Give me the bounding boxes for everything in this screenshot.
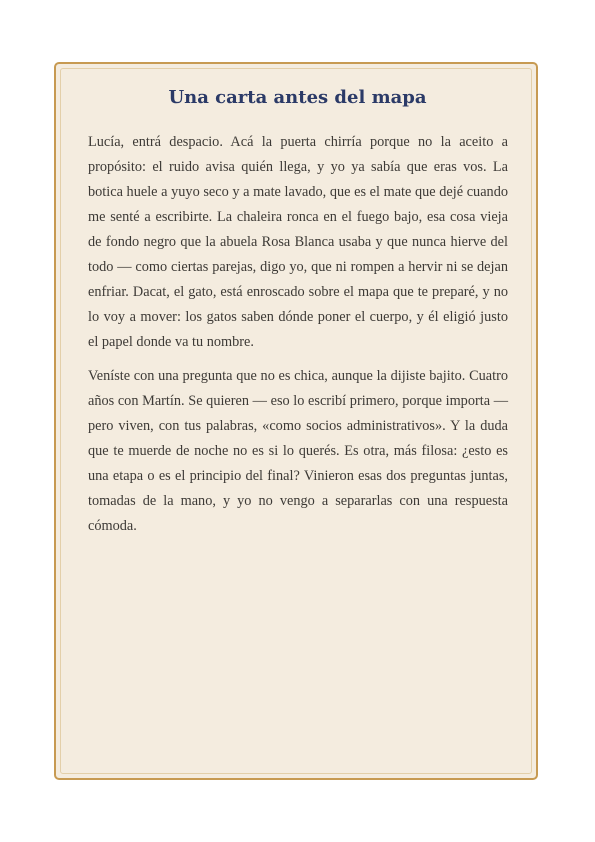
page-title: Una carta antes del mapa xyxy=(168,87,427,108)
letter-body xyxy=(88,130,508,548)
paragraph: Veníste con una pregunta que no es chica, aunque la dijiste bajito. Cuatro años con Martín. Se quieren — eso lo escribí primero, porque importa — pero viven, con tus palabras, «como socios administrativos». Y la duda que te muerde de noche no es si lo querés. Es otra, más filosa: ¿esto es una etapa o es el principio del final? Vinieron esas dos preguntas juntas, tomadas de la mano, y yo no vengo a separarlas con una respuesta cómoda. xyxy=(88,368,508,534)
paragraph: Lucía, entrá despacio. Acá la puerta chirría porque no la aceito a propósito: el ruido avisa quién llega, y yo ya sabía que eras vos. La botica huele a yuyo seco y a mate lavado, que es el mate que dejé cuando me senté a escribirte. La chaleira ronca en el fuego bajo, esa cosa vieja de fondo negro que la abuela Rosa Blanca usaba y que nunca hierve del todo — como ciertas parejas, digo yo, que ni rompen a hervir ni se dejan enfriar. Dacat, el gato, está enroscado sobre el mapa que te preparé, y no lo voy a mover: los gatos saben dónde poner el cuerpo, y él eligió justo el papel donde va tu nombre. xyxy=(88,134,508,350)
